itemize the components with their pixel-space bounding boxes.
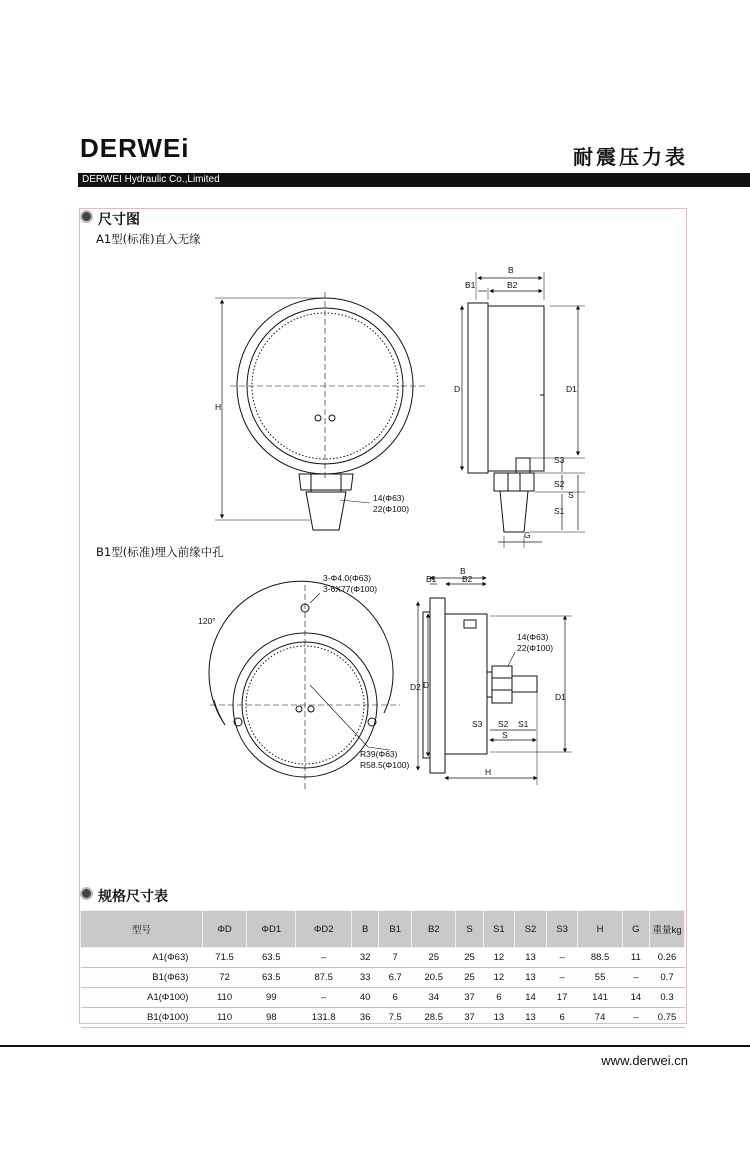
a1-label-b1: B1 [465,280,476,290]
col-header: S2 [515,911,547,948]
table-row [81,988,685,1008]
table-cell: 20.5 [412,968,456,988]
table-cell: 12 [483,948,515,968]
table-cell: 13 [483,1008,515,1028]
table-cell: 63.5 [247,948,296,968]
a1-label-g: G [524,530,531,540]
table-cell: 25 [412,948,456,968]
a1-label-hex2: 22(Φ100) [373,504,410,514]
table-cell: 13 [515,968,547,988]
table-cell: 25 [456,968,483,988]
table-cell: 28.5 [412,1008,456,1028]
spec-title-text: 规格尺寸表 [98,889,168,905]
table-cell: 6 [379,988,412,1008]
table-cell: 14 [515,988,547,1008]
table-cell: 99 [247,988,296,1008]
b1-label-d2: D2 [410,682,421,692]
table-cell: 25 [456,948,483,968]
a1-label-d1: D1 [566,384,577,394]
b1-label-d: D [423,680,430,690]
a1-label-h: H [215,402,222,412]
b1-label-r1: R39(Φ63) [360,749,398,759]
a1-label-s3: S3 [554,455,565,465]
table-cell: 71.5 [202,948,246,968]
b1-label-holes2: 3-6X77(Φ100) [323,584,378,594]
table-cell: 12 [483,968,515,988]
table-cell: 11 [622,948,649,968]
table-cell: – [546,968,578,988]
a1-label-d: D [454,384,461,394]
a1-drawing-title: A1型(标准)直入无缘 [96,232,201,246]
col-header: B [352,911,379,948]
table-header-row [81,911,685,948]
col-header: ΦD2 [296,911,352,948]
b1-label-s3: S3 [472,719,483,729]
website-url: www.derwei.cn [601,1053,688,1068]
table-cell: 0.7 [650,968,685,988]
table-cell: 7.5 [379,1008,412,1028]
b1-label-d1: D1 [555,692,566,702]
table-cell: – [622,1008,649,1028]
table-cell: A1(Φ100) [81,988,203,1008]
col-header: B2 [412,911,456,948]
col-header: ΦD [202,911,246,948]
table-cell: 87.5 [296,968,352,988]
table-cell: 0.26 [650,948,685,968]
b1-label-h: H [485,767,492,777]
company-name: DERWEI Hydraulic Co.,Limited [82,174,220,185]
table-cell: – [296,948,352,968]
a1-label-b: B [508,265,514,275]
bullet-icon [80,887,93,900]
b1-label-s: S [502,730,508,740]
table-cell: 141 [578,988,622,1008]
a1-label-b2: B2 [507,280,518,290]
table-cell: 32 [352,948,379,968]
b1-label-b2: B2 [462,574,473,584]
table-cell: 0.75 [650,1008,685,1028]
col-header: B1 [379,911,412,948]
table-cell: 110 [202,988,246,1008]
company-logo: DERWEi [80,133,190,163]
table-cell: B1(Φ100) [81,1008,203,1028]
a1-side-view [462,272,585,548]
table-cell: 131.8 [296,1008,352,1028]
table-cell: 17 [546,988,578,1008]
table-cell: 55 [578,968,622,988]
table-cell: 72 [202,968,246,988]
table-cell: 13 [515,1008,547,1028]
table-cell: 13 [515,948,547,968]
col-header: 重量kg [650,911,685,948]
table-cell: 6 [546,1008,578,1028]
table-cell: 110 [202,1008,246,1028]
table-cell: 7 [379,948,412,968]
a1-label-s: S [568,490,574,500]
table-cell: B1(Φ63) [81,968,203,988]
b1-label-holes1: 3-Φ4.0(Φ63) [323,573,372,583]
b1-label-s1: S1 [518,719,529,729]
table-row [81,1008,685,1028]
col-header: S3 [546,911,578,948]
table-cell: 74 [578,1008,622,1028]
table-cell: 63.5 [247,968,296,988]
col-header: H [578,911,622,948]
table-cell: A1(Φ63) [81,948,203,968]
spec-table [80,910,685,1028]
table-cell: 37 [456,988,483,1008]
a1-label-s2: S2 [554,479,565,489]
dimension-title-text: 尺寸图 [98,212,140,228]
table-cell: 0.3 [650,988,685,1008]
col-header: S1 [483,911,515,948]
table-row [81,948,685,968]
table-cell: 6 [483,988,515,1008]
table-cell: – [296,988,352,1008]
b1-label-b1: B1 [426,574,437,584]
b1-drawing-title: B1型(标准)埋入前缘中孔 [96,545,224,559]
col-header: G [622,911,649,948]
col-header: 型号 [81,911,203,948]
product-title: 耐震压力表 [573,145,688,169]
a1-label-s1: S1 [554,506,565,516]
table-row [81,968,685,988]
table-cell: 6.7 [379,968,412,988]
b1-label-b: B [460,566,466,576]
table-cell: 14 [622,988,649,1008]
spec-section-title [80,886,168,906]
b1-label-hex2: 22(Φ100) [517,643,554,653]
b1-side-view [418,578,572,785]
table-cell: 37 [456,1008,483,1028]
table-cell: 33 [352,968,379,988]
table-cell: – [622,968,649,988]
table-cell: 88.5 [578,948,622,968]
b1-label-hex1: 14(Φ63) [517,632,549,642]
b1-label-angle: 120° [198,616,216,626]
table-cell: 36 [352,1008,379,1028]
table-cell: – [546,948,578,968]
a1-label-hex1: 14(Φ63) [373,493,405,503]
table-cell: 98 [247,1008,296,1028]
b1-label-s2: S2 [498,719,509,729]
col-header: S [456,911,483,948]
col-header: ΦD1 [247,911,296,948]
table-cell: 40 [352,988,379,1008]
table-cell: 34 [412,988,456,1008]
footer-rule [0,1045,750,1047]
b1-label-r2: R58.5(Φ100) [360,760,410,770]
